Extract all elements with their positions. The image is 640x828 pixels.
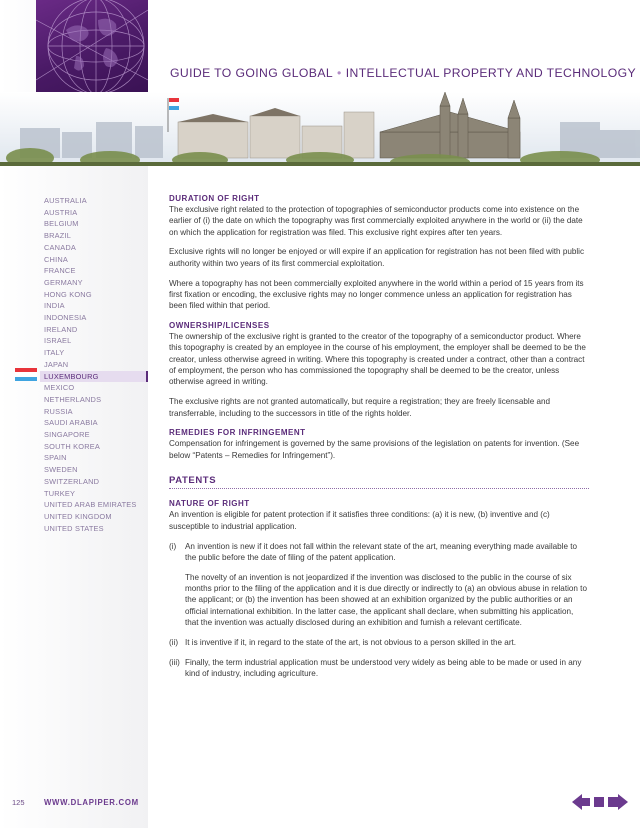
country-link-australia[interactable]: AUSTRALIA <box>44 196 87 205</box>
country-link-austria[interactable]: AUSTRIA <box>44 207 78 217</box>
numbered-item-3 <box>169 657 589 680</box>
country-link-south-korea[interactable]: SOUTH KOREA <box>44 441 100 451</box>
globe-graphic <box>36 0 148 92</box>
item-text: It is inventive if it, in regard to the state of the art, is not obvious to a person skilled in the art. <box>185 637 517 647</box>
country-link-brazil[interactable]: BRAZIL <box>44 231 72 241</box>
duration-paragraph-2: Exclusive rights will no longer be enjoyed or will expire if an application for registration has not been filed with public authority within two years of its first commercial exploitation. <box>169 247 585 268</box>
country-link-italy[interactable]: ITALY <box>44 348 65 358</box>
page-header-title <box>170 66 636 80</box>
guide-title: GUIDE TO GOING GLOBAL <box>170 66 334 80</box>
luxembourg-flag-icon <box>15 368 37 381</box>
country-link-japan[interactable]: JAPAN <box>44 359 69 369</box>
country-link-hong-kong[interactable]: HONG KONG <box>44 289 92 299</box>
country-link-united-arab-emirates[interactable]: UNITED ARAB EMIRATES <box>44 500 137 510</box>
country-link-indonesia[interactable]: INDONESIA <box>44 313 87 323</box>
country-link-belgium[interactable]: BELGIUM <box>44 219 79 229</box>
country-link-canada[interactable]: CANADA <box>44 242 77 252</box>
ownership-paragraph-1: The ownership of the exclusive right is granted to the creator of the topography of a semiconductor product. Where this topography is created by an employee in the course of his employment, the employer shall be deemed to be the creator, unless otherwise agreed in writing. Where this topography is created under a contract, other than a contract of employment, the person who has commissioned the topography shall be deemed to be the creator, unless otherwise agreed in writing. <box>169 332 586 387</box>
item-subparagraph: The novelty of an invention is not jeopardized if the invention was disclosed to the public in the course of six months prior to the filing of the application and it is due directly or indirectly to (a) an obvious abuse in relation to the applicant; or (b) the invention has been showed at an exhibition organized by the public authorities or an official international exhibition. In the latter case, the applicant shall declare, when submitting his application, that the invention was actually disclosed during an exhibition and furnish a relevant certificate. <box>185 572 587 627</box>
nature-paragraph: An invention is eligible for patent protection if it satisfies three conditions: (a) it is new, (b) inventive and (c) susceptible to industrial application. <box>169 510 550 531</box>
patents-heading: PATENTS <box>169 475 589 489</box>
duration-paragraph-1: The exclusive right related to the protection of topographies of semiconductor products come into existence on the earlier of (i) the date on which the topography was first commercially exploited anywhere in the world or (ii) the date on which the application for registration was filed. This exclusive right expires after ten years. <box>169 205 583 237</box>
country-link-turkey[interactable]: TURKEY <box>44 488 76 498</box>
country-link-saudi-arabia[interactable]: SAUDI ARABIA <box>44 418 98 428</box>
country-link-singapore[interactable]: SINGAPORE <box>44 430 90 440</box>
country-link-israel[interactable]: ISRAEL <box>44 336 72 346</box>
ownership-heading: OWNERSHIP/LICENSES <box>169 321 270 331</box>
item-text: Finally, the term industrial application must be understood very widely as being able to be made or used in any kind of industry, including agriculture. <box>185 657 582 678</box>
numbered-item-1 <box>169 541 589 629</box>
country-link-luxembourg[interactable]: LUXEMBOURG <box>40 371 148 383</box>
country-link-united-states[interactable]: UNITED STATES <box>44 523 104 533</box>
nature-heading: NATURE OF RIGHT <box>169 499 250 509</box>
ownership-paragraph-2: The exclusive rights are not granted automatically, but require a registration; they are freely licensable and transferrable, including to the successors in title of the rights holder. <box>169 397 551 418</box>
next-page-icon[interactable] <box>594 794 628 810</box>
main-content <box>169 193 589 688</box>
item-number: (i) <box>169 541 177 551</box>
flag-stripe-blue <box>15 377 37 381</box>
item-text: An invention is new if it does not fall within the relevant state of the art, meaning everything made available to the public before the date of filing of the patent application. <box>185 541 578 562</box>
country-link-germany[interactable]: GERMANY <box>44 277 83 287</box>
duration-heading: DURATION OF RIGHT <box>169 194 260 203</box>
country-link-india[interactable]: INDIA <box>44 301 65 311</box>
previous-page-icon[interactable] <box>572 794 590 810</box>
country-link-russia[interactable]: RUSSIA <box>44 406 73 416</box>
city-banner-image <box>0 92 640 166</box>
remedies-paragraph: Compensation for infringement is governed by the same provisions of the legislation on patents for invention. (See below “Patents – Remedies for Infringement”). <box>169 439 580 460</box>
website-link[interactable]: WWW.DLAPIPER.COM <box>44 798 139 807</box>
country-link-netherlands[interactable]: NETHERLANDS <box>44 394 102 404</box>
item-number: (iii) <box>169 657 180 667</box>
section-title: INTELLECTUAL PROPERTY AND TECHNOLOGY <box>345 66 636 80</box>
country-link-ireland[interactable]: IRELAND <box>44 324 78 334</box>
country-navigation <box>40 195 148 534</box>
page-navigation <box>572 794 628 810</box>
numbered-item-2 <box>169 637 589 648</box>
country-link-switzerland[interactable]: SWITZERLAND <box>44 476 100 486</box>
country-link-united-kingdom[interactable]: UNITED KINGDOM <box>44 511 112 521</box>
country-link-sweden[interactable]: SWEDEN <box>44 465 78 475</box>
title-separator: • <box>337 66 342 80</box>
country-link-france[interactable]: FRANCE <box>44 266 76 276</box>
duration-paragraph-3: Where a topography has not been commercially exploited anywhere in the world within a period of 15 years from its first fixation or encoding, the exclusive rights may no longer commence unless an application for registration has been filed within that period. <box>169 278 584 311</box>
page-number: 125 <box>12 798 25 807</box>
country-link-spain[interactable]: SPAIN <box>44 453 67 463</box>
country-link-china[interactable]: CHINA <box>44 254 68 264</box>
item-number: (ii) <box>169 637 179 647</box>
remedies-heading: REMEDIES FOR INFRINGEMENT <box>169 428 306 438</box>
country-link-mexico[interactable]: MEXICO <box>44 383 75 393</box>
